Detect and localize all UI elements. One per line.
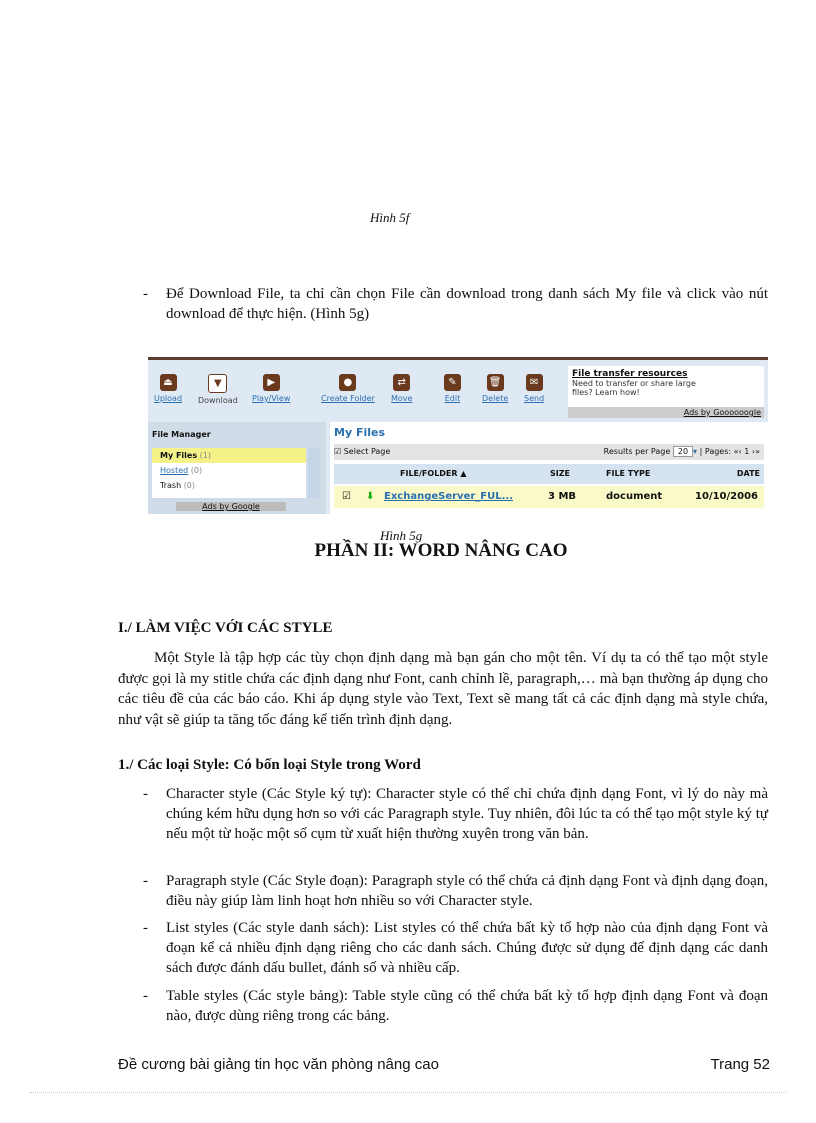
select-page-checkbox[interactable]: ☑ (334, 447, 342, 456)
toolbar-upload[interactable]: ⏏ Upload (154, 374, 182, 403)
current-page[interactable]: 1 (744, 447, 750, 456)
download-icon: ▼ (208, 374, 227, 393)
trash-icon: 🗑 (487, 374, 504, 391)
file-manager-title: File Manager (152, 430, 211, 439)
footer-title: Đề cương bài giảng tin học văn phòng nâng cao (118, 1056, 439, 1073)
figure-caption-5g: Hình 5g (380, 528, 423, 543)
folder-hosted[interactable]: Hosted (0) (160, 466, 203, 475)
table-header: FILE/FOLDER ▲ SIZE FILE TYPE DATE (334, 464, 764, 484)
edit-icon: ✎ (444, 374, 461, 391)
ads-by-google[interactable]: Ads by Google (176, 502, 286, 511)
bullet-paragraph-style: - Paragraph style (Các Style đoạn): Paragraph style có thể chứa cả định dạng Font và định dạng đoạn, điều này giúp làm linh hoạt hơn nhiều so với Character style. (143, 873, 768, 909)
move-icon: ⇄ (393, 374, 410, 391)
figure-caption-5f: Hình 5f (370, 210, 410, 225)
toolbar-delete[interactable]: 🗑 Delete (482, 374, 508, 403)
page-number: Trang 52 (710, 1056, 770, 1073)
bullet-text: Để Download File, ta chỉ cần chọn File cần download trong danh sách My file và click vào nút download để thực hiện. (Hình 5g) (166, 286, 768, 322)
my-files-panel (330, 422, 768, 514)
ad-title[interactable]: File transfer resources (572, 369, 688, 379)
page-divider (30, 1092, 786, 1093)
toolbar-playview[interactable]: ▶ Play/View (252, 374, 290, 403)
subheading: 1./ Các loại Style: Có bốn loại Style trong Word (118, 757, 421, 773)
mail-icon: ✉ (526, 374, 543, 391)
download-arrow-icon: ⬇ (366, 491, 375, 502)
toolbar-move[interactable]: ⇄ Move (391, 374, 412, 403)
folder-trash[interactable]: Trash (0) (160, 481, 196, 490)
upload-icon: ⏏ (160, 374, 177, 391)
section-heading: I./ LÀM VIỆC VỚI CÁC STYLE (118, 620, 333, 636)
file-manager-panel (148, 422, 326, 514)
my-files-title: My Files (334, 426, 386, 439)
file-manager-screenshot (148, 357, 768, 514)
bullet-table-styles: - Table styles (Các style bảng): Table style cũng có thể chứa bất kỳ tổ hợp định dạng Font và đoạn nào, được dùng riêng trong các bảng. (143, 988, 768, 1024)
section-paragraph: Một Style là tập hợp các tùy chọn định dạng mà bạn gán cho một tên. Ví dụ ta có thể tạo một style được gọi là my stitle chứa các định dạng như Font, canh chỉnh lề, paragraph,… mà bạn thường áp dụng cho các tiêu đề của các báo cáo. Khi áp dụng style vào Text, Text sẽ mang tất cả các định dạng mà style chứa, như vật sẽ giúp ta tăng tốc đáng kể tiến trình định dạng. (118, 650, 768, 728)
ad-box (568, 366, 764, 418)
file-name-link[interactable]: ExchangeServer_FUL... (384, 491, 514, 502)
toolbar-row: ☑ Select Page Results per Page 20 ▾ | Pages: «‹ 1 ›» (334, 444, 764, 460)
folder-my-files[interactable]: My Files (1) (152, 448, 306, 463)
toolbar-edit[interactable]: ✎ Edit (444, 374, 461, 403)
play-icon: ▶ (263, 374, 280, 391)
scrollbar[interactable] (308, 448, 320, 498)
row-checkbox[interactable]: ☑ (342, 491, 351, 502)
table-row[interactable]: ☑ ⬇ ExchangeServer_FUL... 3 MB document 10/10/2006 (334, 486, 764, 508)
results-per-page-select[interactable]: 20 (673, 446, 693, 457)
intro-bullet (143, 284, 768, 324)
bullet-list-styles: - List styles (Các style danh sách): List styles có thể chứa bất kỳ tổ hợp nào của định dạng Font và đoạn kể cả nhiều định dạng riêng cho các danh sách. Chúng được sử dụng để định dạng các danh sách được đánh dấu bullet, đánh số và nhiều cấp. (143, 920, 768, 976)
bullet-dash: - (143, 286, 148, 302)
toolbar-send[interactable]: ✉ Send (524, 374, 544, 403)
ad-footer[interactable]: Ads by Goooooogle (568, 407, 764, 418)
part-title: PHẦN II: WORD NÂNG CAO (314, 540, 568, 561)
page-footer (118, 1056, 770, 1073)
toolbar-create-folder[interactable]: ● Create Folder (321, 374, 375, 403)
ad-text: Need to transfer or share large files? Learn how! (572, 379, 696, 397)
toolbar-download[interactable]: ▼ Download (198, 374, 238, 405)
folder-icon: ● (339, 374, 356, 391)
bullet-character-style: - Character style (Các Style ký tự): Character style có thể chỉ chứa định dạng Font, vì lý do này mà chúng kém hữu dụng hơn so với các Paragraph style. Tuy nhiên, đôi lúc ta có thể tạo một style ký tự nếu một từ hoặc một số cụm từ xuất hiện thường xuyên trong văn bản. (143, 786, 768, 842)
